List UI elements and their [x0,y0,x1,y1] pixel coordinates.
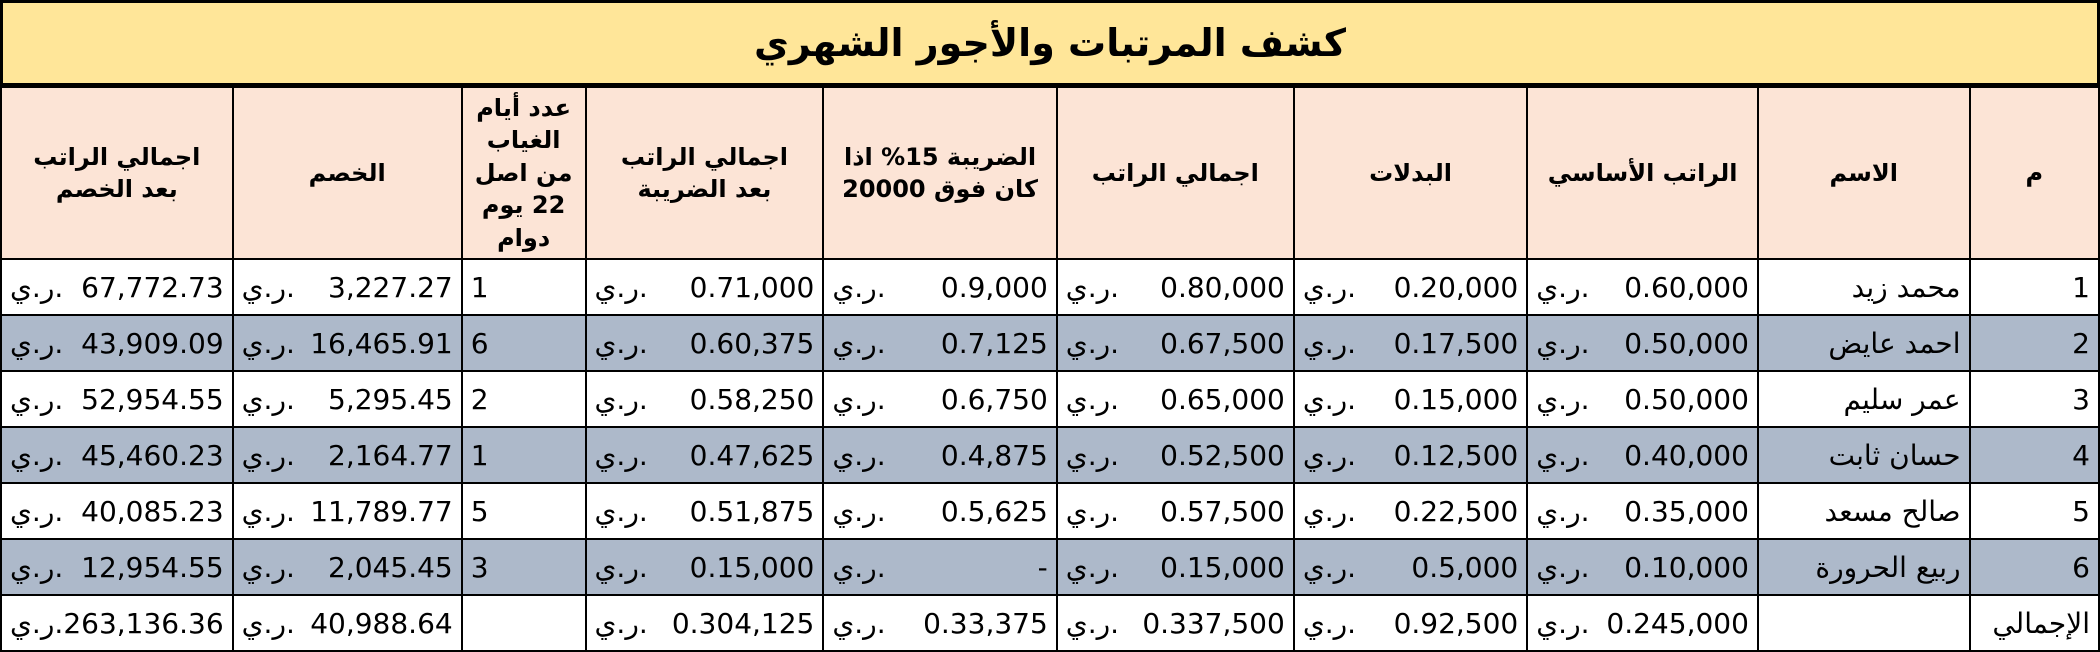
cell-value: 2,164.77 [328,438,453,472]
cell-name: حسان ثابت [1758,427,1970,483]
header-tax: الضريبة 15% اذا كان فوق 20000 [823,87,1056,259]
currency-label: ر.ي. [1065,270,1120,304]
total-basic: ر.ي. 0.245,000 [1527,595,1758,651]
total-after-tax: ر.ي. 0.304,125 [586,595,824,651]
cell-value: 0.47,625 [689,438,815,472]
currency-label: ر.ي. [1302,494,1357,528]
cell-allowances [1294,483,1527,539]
cell-value: 0.50,000 [1624,326,1749,360]
cell-absence: 1 [462,259,586,315]
cell-value: 0.51,875 [689,494,815,528]
currency-label: ر.ي. [832,270,886,304]
cell-value: 0.71,000 [689,270,815,304]
cell-index: 5 [1970,483,2099,539]
header-absence-days: عدد أيام الغياب من اصل 22 يوم دوام [462,87,586,259]
cell-gross [1057,315,1294,371]
currency-label: ر.ي. [1302,382,1357,416]
cell-value: 0.67,500 [1160,326,1285,360]
cell-basic [1527,259,1758,315]
cell-value: - [1037,550,1048,584]
currency-label: ر.ي. [1536,382,1590,416]
cell-value: 12,954.55 [81,550,224,584]
total-label: الإجمالي [1970,595,2099,651]
cell-index: 6 [1970,539,2099,595]
cell-value: 0.9,000 [940,270,1048,304]
currency-label: ر.ي. [1302,606,1357,640]
currency-label: ر.ي. [1065,382,1120,416]
cell-value: 40,085.23 [81,494,224,528]
cell-after-tax [586,371,824,427]
cell-value: 0.65,000 [1160,382,1285,416]
cell-allowances [1294,315,1527,371]
cell-value: 0.35,000 [1624,494,1749,528]
currency-label: ر.ي. [1065,438,1120,472]
cell-value: 16,465.91 [310,326,453,360]
cell-index: 1 [1970,259,2099,315]
cell-index: 3 [1970,371,2099,427]
cell-absence: 3 [462,539,586,595]
cell-value: 0.57,500 [1160,494,1285,528]
currency-label: ر.ي. [1065,326,1120,360]
cell-value: 0.12,500 [1393,438,1519,472]
cell-name: ربيع الحرورة [1758,539,1970,595]
cell-allowances [1294,427,1527,483]
cell-basic [1527,427,1758,483]
cell-value: 0.5,000 [1411,550,1519,584]
table-row [1,371,2099,427]
cell-value: 0.10,000 [1624,550,1749,584]
cell-value: 0.6,750 [940,382,1048,416]
header-name: الاسم [1758,87,1970,259]
header-allowances: البدلات [1294,87,1527,259]
cell-absence: 6 [462,315,586,371]
currency-label: ر.ي. [832,382,886,416]
currency-label: ر.ي. [832,550,886,584]
cell-value: 0.40,000 [1624,438,1749,472]
currency-label: ر.ي. [594,382,648,416]
cell-value: 0.15,000 [689,550,815,584]
cell-after-tax [586,483,824,539]
table-row [1,483,2099,539]
cell-name: صالح مسعد [1758,483,1970,539]
currency-label: ر.ي. [832,326,886,360]
cell-net [1,427,233,483]
currency-label: ر.ي. [1536,606,1590,640]
cell-tax [823,427,1056,483]
cell-value: 0.17,500 [1393,326,1519,360]
cell-value: 0.50,000 [1624,382,1749,416]
header-net-salary: اجمالي الراتب بعد الخصم [1,87,233,259]
cell-allowances [1294,259,1527,315]
currency-label: ر.ي. [1302,438,1357,472]
cell-value: 0.15,000 [1160,550,1285,584]
currency-label: ر.ي. [241,382,295,416]
cell-deduction [233,539,462,595]
cell-value: 5,295.45 [328,382,453,416]
header-basic-salary: الراتب الأساسي [1527,87,1758,259]
cell-value: 67,772.73 [81,270,224,304]
currency-label: ر.ي. [1065,550,1120,584]
cell-after-tax [586,427,824,483]
table-row [1,539,2099,595]
total-net: ر.ي. 263,136.36 [1,595,233,651]
total-row [1,595,2099,651]
currency-label: ر.ي. [594,606,648,640]
cell-name: محمد زيد [1758,259,1970,315]
currency-label: ر.ي. [10,438,64,472]
table-row [1,259,2099,315]
cell-gross [1057,371,1294,427]
cell-deduction [233,315,462,371]
cell-value: 45,460.23 [81,438,224,472]
currency-label: ر.ي. [10,606,64,640]
table-row [1,315,2099,371]
cell-allowances [1294,539,1527,595]
cell-absence: 5 [462,483,586,539]
cell-value: 0.80,000 [1160,270,1285,304]
cell-name: عمر سليم [1758,371,1970,427]
cell-value: 0.52,500 [1160,438,1285,472]
header-gross-salary: اجمالي الراتب [1057,87,1294,259]
cell-value: 0.58,250 [689,382,815,416]
cell-net [1,539,233,595]
cell-tax [823,259,1056,315]
cell-tax [823,315,1056,371]
cell-after-tax [586,315,824,371]
currency-label: ر.ي. [10,326,64,360]
currency-label: ر.ي. [1536,494,1590,528]
total-absence-empty [462,595,586,651]
cell-value: 0.4,875 [940,438,1048,472]
currency-label: ر.ي. [832,438,886,472]
cell-after-tax [586,539,824,595]
cell-value: 0.60,375 [689,326,815,360]
currency-label: ر.ي. [1065,494,1120,528]
cell-basic [1527,539,1758,595]
currency-label: ر.ي. [1302,270,1357,304]
currency-label: ر.ي. [1536,270,1590,304]
cell-net [1,259,233,315]
cell-basic [1527,483,1758,539]
header-deduction: الخصم [233,87,462,259]
cell-value: 52,954.55 [81,382,224,416]
currency-label: ر.ي. [241,438,295,472]
currency-label: ر.ي. [241,494,295,528]
currency-label: ر.ي. [1065,606,1120,640]
currency-label: ر.ي. [832,494,886,528]
cell-deduction [233,483,462,539]
cell-net [1,483,233,539]
cell-value: 0.20,000 [1393,270,1519,304]
cell-value: 0.15,000 [1393,382,1519,416]
currency-label: ر.ي. [1536,550,1590,584]
cell-basic [1527,315,1758,371]
cell-index: 2 [1970,315,2099,371]
currency-label: ر.ي. [10,494,64,528]
header-after-tax: اجمالي الراتب بعد الضريبة [586,87,824,259]
cell-value: 2,045.45 [328,550,453,584]
cell-deduction [233,259,462,315]
currency-label: ر.ي. [10,270,64,304]
cell-value: 43,909.09 [81,326,224,360]
currency-label: ر.ي. [594,550,648,584]
cell-gross [1057,427,1294,483]
cell-gross [1057,539,1294,595]
cell-value: 11,789.77 [310,494,453,528]
total-tax: ر.ي. 0.33,375 [823,595,1056,651]
currency-label: ر.ي. [594,270,648,304]
cell-gross [1057,259,1294,315]
header-index: م [1970,87,2099,259]
total-deduction: ر.ي. 40,988.64 [233,595,462,651]
currency-label: ر.ي. [594,326,648,360]
cell-net [1,315,233,371]
total-gross: ر.ي. 0.337,500 [1057,595,1294,651]
cell-tax [823,371,1056,427]
currency-label: ر.ي. [1536,326,1590,360]
cell-value: 0.22,500 [1393,494,1519,528]
currency-label: ر.ي. [241,326,295,360]
currency-label: ر.ي. [832,606,886,640]
cell-tax [823,539,1056,595]
cell-deduction [233,427,462,483]
currency-label: ر.ي. [1536,438,1590,472]
cell-gross [1057,483,1294,539]
cell-value: 0.5,625 [940,494,1048,528]
cell-basic [1527,371,1758,427]
cell-allowances [1294,371,1527,427]
currency-label: ر.ي. [241,550,295,584]
currency-label: ر.ي. [594,494,648,528]
cell-value: 0.60,000 [1624,270,1749,304]
sheet-title: كشف المرتبات والأجور الشهري [0,0,2100,86]
currency-label: ر.ي. [10,550,64,584]
cell-value: 0.7,125 [940,326,1048,360]
currency-label: ر.ي. [594,438,648,472]
cell-index: 4 [1970,427,2099,483]
cell-net [1,371,233,427]
cell-tax [823,483,1056,539]
currency-label: ر.ي. [1302,326,1357,360]
table-row [1,427,2099,483]
payroll-table [0,86,2100,652]
cell-absence: 1 [462,427,586,483]
cell-absence: 2 [462,371,586,427]
cell-name: احمد عايض [1758,315,1970,371]
cell-deduction [233,371,462,427]
total-name-empty [1758,595,1970,651]
currency-label: ر.ي. [241,270,295,304]
currency-label: ر.ي. [10,382,64,416]
header-row [1,87,2099,259]
cell-value: 3,227.27 [328,270,453,304]
total-allowances: ر.ي. 0.92,500 [1294,595,1527,651]
currency-label: ر.ي. [1302,550,1357,584]
cell-after-tax [586,259,824,315]
currency-label: ر.ي. [241,606,295,640]
